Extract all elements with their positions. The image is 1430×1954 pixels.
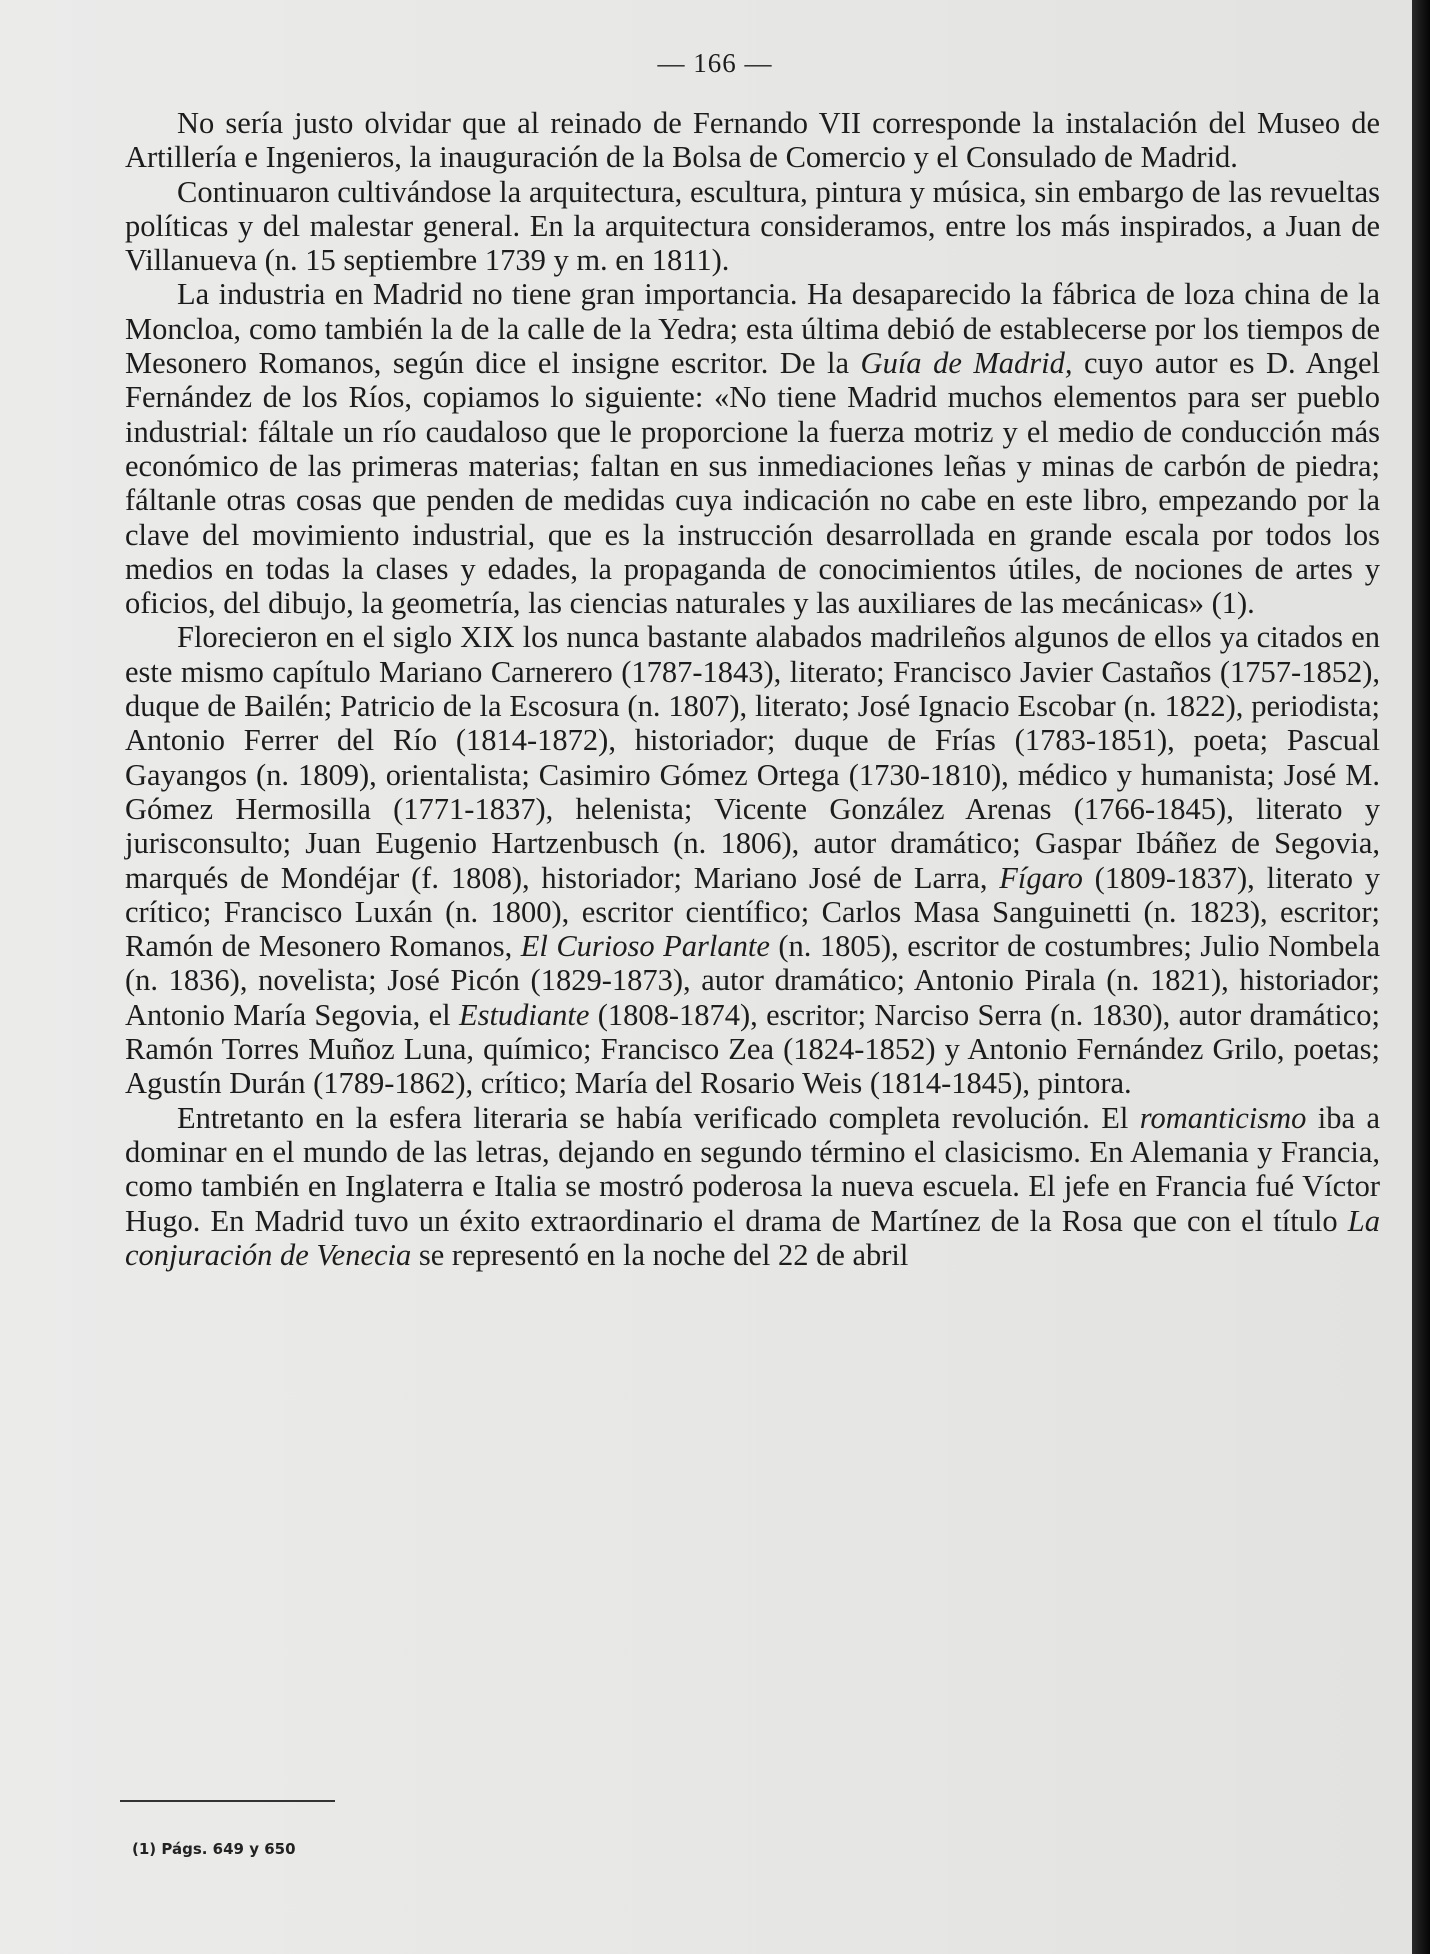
- paragraph: [125, 277, 1380, 620]
- body-text: [125, 106, 1380, 1272]
- paragraph: [125, 620, 1380, 1100]
- text-run: (n. 1805), escritor de costumbres; Julio Nombela (n. 1836), novelista; José Picón (1829-1873), autor dramático; Antonio Pirala (n. 1821), historiador; Antonio María Segovia, el: [125, 929, 1380, 1032]
- italic-title: Fígaro: [999, 860, 1083, 895]
- italic-title: El Curioso Parlante: [520, 929, 770, 964]
- paragraph: Continuaron cultivándose la arquitectura, escultura, pintura y música, sin embargo de las revueltas políticas y del malestar general. En la arquitectura consideramos, entre los más inspirados, a Juan de Villanueva (n. 15 septiembre 1739 y m. en 1811).: [125, 174, 1380, 278]
- footnote: (1) Págs. 649 y 650: [132, 1840, 296, 1858]
- text-run: Florecieron en el siglo XIX los nunca bastante alabados madrileños algunos de ellos ya citados en este mismo capítulo Mariano Carnerero (1787-1843), literato; Francisco Javier Castaños (1757-1852), duque de Bailén; Patricio de la Escosura (n. 1807), literato; José Ignacio Escobar (n. 1822), periodista; Antonio Ferrer del Río (1814-1872), historiador; duque de Frías (1783-1851), poeta; Pascual Gayangos (n. 1809), orientalista; Casimiro Gómez Ortega (1730-1810), médico y humanista; José M. Gómez Hermosilla (1771-1837), helenista; Vicente González Arenas (1766-1845), literato y jurisconsulto; Juan Eugenio Hartzenbusch (n. 1806), autor dramático; Gaspar Ibáñez de Segovia, marqués de Mondéjar (f. 1808), historiador; Mariano José de Larra,: [125, 620, 1380, 895]
- text-run: La industria en Madrid no tiene gran importancia. Ha desaparecido la fábrica de loza china de la Moncloa, como también la de la calle de la Yedra; esta última debió de establecerse por los tiempos de Mesonero Romanos, según dice el insigne escritor. De la: [125, 277, 1380, 381]
- text-run: cuyo autor es D. Angel Fernández de los Ríos, copiamos lo siguiente: «No tiene Madrid muchos elementos para ser pueblo industrial: fáltale un río caudaloso que le proporcione la fuerza motriz y el medio de conducción más económico de las primeras materias; faltan en sus inmediaciones leñas y minas de carbón de piedra; fáltanle otras cosas que penden de medidas cuya indicación no cabe en este libro, empezando por la clave del movimiento industrial, que es la instrucción desarrollada en grande escala por todos los medios en todas la clases y edades, la propaganda de conocimientos útiles, de nociones de artes y oficios, del dibujo, la geometría, las ciencias naturales y las auxiliares de las mecánicas» (1).: [125, 346, 1380, 621]
- italic-title: Guía de Madrid,: [860, 346, 1073, 381]
- italic-title: La conjuración de Venecia: [125, 1203, 1380, 1272]
- book-spine-edge: [1412, 0, 1430, 1954]
- paragraph: No sería justo olvidar que al reinado de Fernando VII corresponde la instalación del Museo de Artillería e Ingenieros, la inauguración de la Bolsa de Comercio y el Consulado de Madrid.: [125, 106, 1380, 175]
- page-number: — 166 —: [657, 48, 773, 78]
- italic-title: Estudiante: [458, 997, 590, 1032]
- paragraph: [125, 1101, 1380, 1272]
- text-run: (1808-1874), escritor; Narciso Serra (n. 1830), autor dramático; Ramón Torres Muñoz Luna, químico; Francisco Zea (1824-1852) y Antonio Fernández Grilo, poetas; Agustín Durán (1789-1862), crítico; María del Rosario Weis (1814-1845), pintora.: [125, 997, 1380, 1101]
- italic-term: romanticismo: [1139, 1100, 1307, 1135]
- text-run: Entretanto en la esfera literaria se había verificado completa revolución. El: [177, 1100, 1140, 1135]
- text-run: se representó en la noche del 22 de abril: [411, 1237, 909, 1272]
- text-run: (1809-1837), literato y crítico; Francisco Luxán (n. 1800), escritor científico; Carlos Masa Sanguinetti (n. 1823), escritor; Ramón de Mesonero Romanos,: [125, 860, 1380, 964]
- footnote-divider: [120, 1800, 335, 1802]
- text-run: iba a dominar en el mundo de las letras, dejando en segundo término el clasicismo. En Alemania y Francia, como también en Inglaterra e Italia se mostró poderosa la nueva escuela. El jefe en Francia fué Víctor Hugo. En Madrid tuvo un éxito extraordinario el drama de Martínez de la Rosa que con el título: [125, 1100, 1380, 1238]
